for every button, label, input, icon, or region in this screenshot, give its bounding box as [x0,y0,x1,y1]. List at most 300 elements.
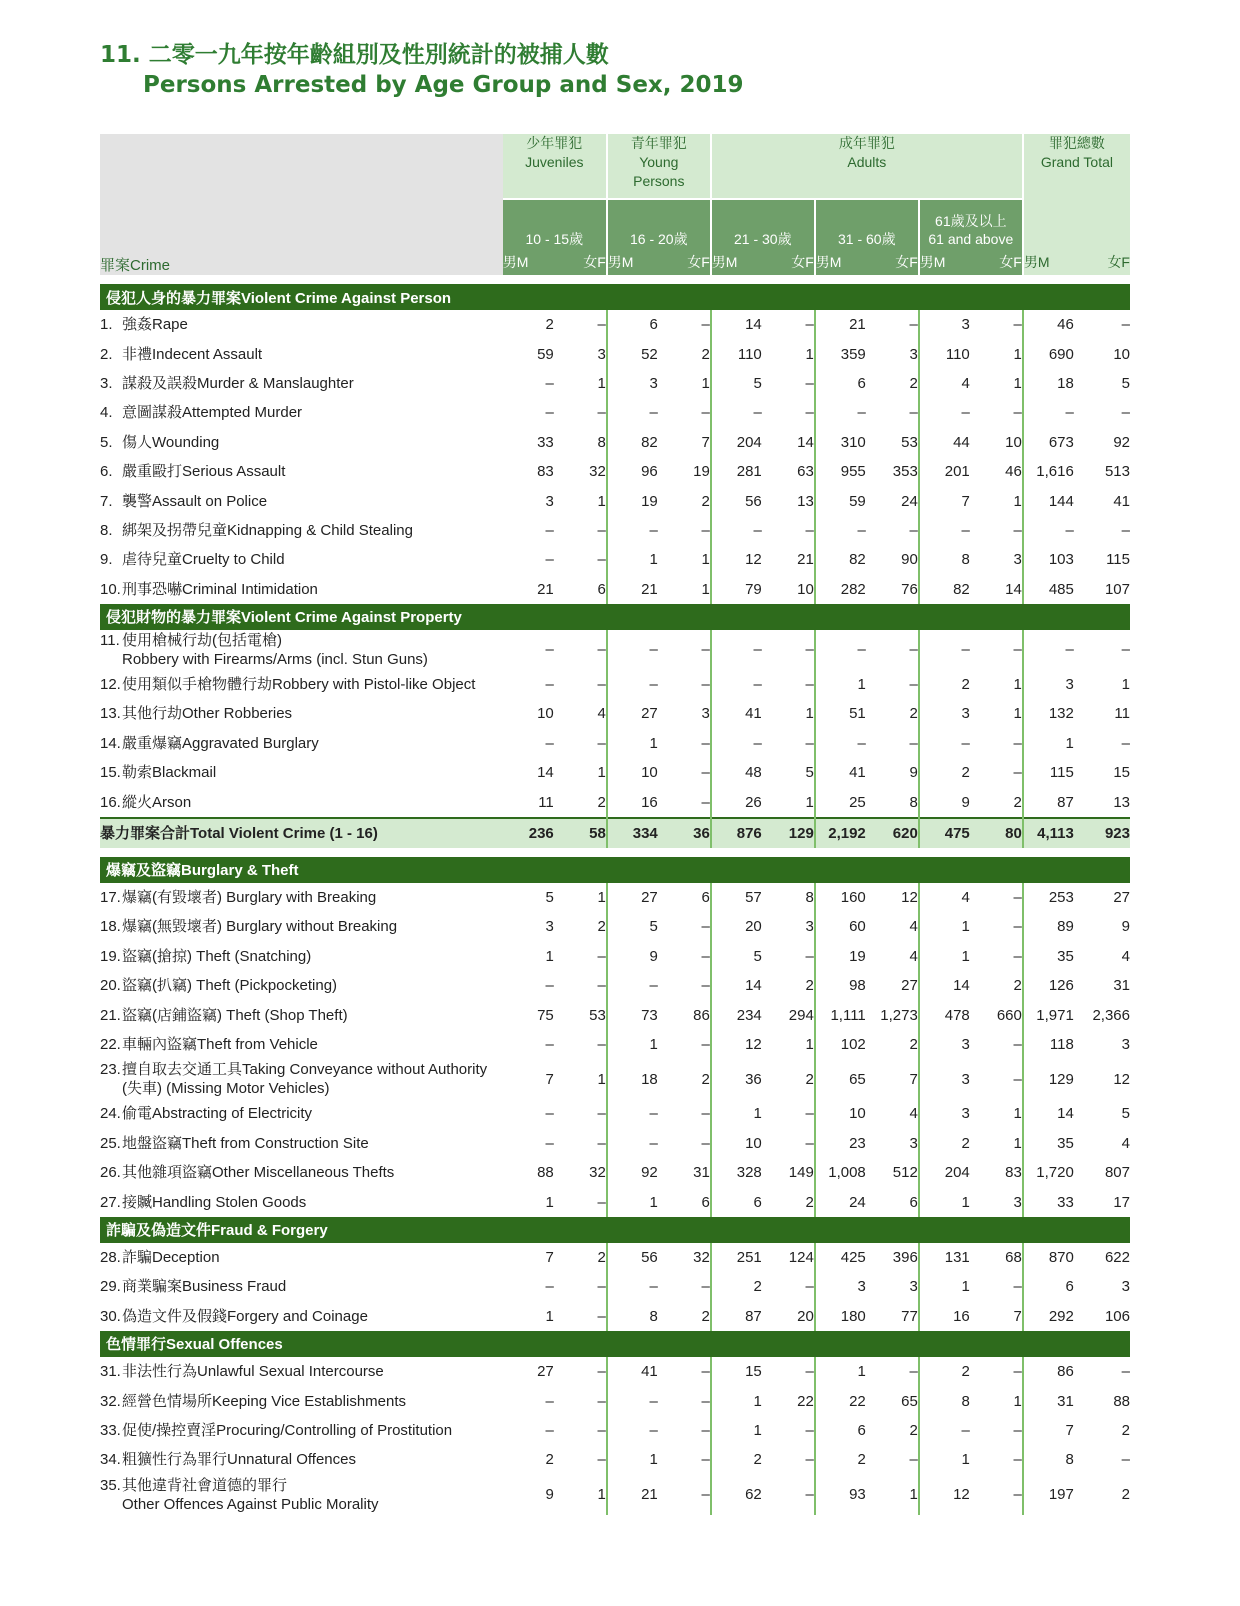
age-16-20-header: 16 - 20歲 [607,199,711,248]
crime-name: 盜竊(扒竊) Theft (Pickpocketing) [122,977,338,995]
value-cell: 110 [737,345,762,363]
value-cell: 41 [641,1363,658,1381]
value-cell: 86 [1057,1363,1074,1381]
value-cell: – [554,942,607,971]
value-cell: – [554,1187,607,1216]
table-row [100,630,1130,670]
crime-name: 非法性行為Unlawful Sexual Intercourse [122,1363,384,1381]
crime-label [100,1416,503,1445]
value-cell: 14 [745,977,762,995]
value-cell: 131 [944,1248,970,1266]
male-header: 男M [711,248,762,275]
value-cell: 3 [970,545,1023,574]
value-cell: 180 [840,1307,866,1325]
value-cell: 9 [1121,918,1130,936]
value-cell: – [762,1129,815,1158]
value-cell: 1 [970,369,1023,398]
table-row [100,1099,1130,1128]
value-cell: – [1121,1451,1130,1469]
value-cell: – [649,521,658,539]
value-cell: 31 [1057,1392,1074,1410]
value-cell: 4 [961,374,970,392]
value-cell: 22 [762,1386,815,1415]
value-cell: – [545,1036,554,1053]
value-cell: – [1121,521,1130,539]
crime-label [100,630,503,670]
value-cell: 3 [545,918,554,936]
value-cell: 13 [762,486,815,515]
value-cell: 3 [961,316,970,334]
value-cell: 6 [554,575,607,604]
value-cell: 201 [944,463,970,481]
row-number: 8. [100,521,113,539]
value-cell: 82 [849,551,866,569]
value-cell: 3 [970,1187,1023,1216]
value-cell: 673 [1048,433,1074,451]
value-cell: 2 [762,1187,815,1216]
value-cell: 1 [554,758,607,787]
value-cell: 27 [1113,889,1130,907]
crime-label [100,787,503,817]
value-cell: – [554,1445,607,1474]
value-cell: 15 [1113,764,1130,782]
value-cell: 2 [961,1363,970,1381]
value-cell: 75 [537,1006,554,1024]
crime-name: 虐待兒童Cruelty to Child [122,551,285,569]
table-row [100,1302,1130,1331]
value-cell: 129 [762,818,815,848]
value-cell: 1 [658,369,711,398]
value-cell: 7 [545,1248,554,1266]
value-cell: – [961,641,970,659]
table-row [100,575,1130,604]
crime-column-header: 罪案Crime [100,134,503,275]
row-number: 21. [100,1006,121,1024]
value-cell: 2 [1121,1486,1130,1503]
value-cell: – [545,1105,554,1123]
title-zh: 11. 二零一九年按年齡組別及性別統計的被捕人數 [100,42,609,68]
crime-name: 詐騙Deception [122,1248,220,1266]
arrest-table [100,134,1130,1515]
value-cell: 3 [1065,676,1074,694]
value-cell: 87 [1057,793,1074,811]
value-cell: – [1065,404,1074,422]
crime-label [100,457,503,486]
value-cell: 1 [961,1193,970,1211]
value-cell: 115 [1049,764,1074,782]
value-cell: 8 [961,551,970,569]
value-cell: 2 [866,369,919,398]
crime-name: 其他行劫Other Robberies [122,705,293,723]
value-cell: – [866,516,919,545]
value-cell: – [658,1357,711,1386]
value-cell: – [658,942,711,971]
table-row [100,942,1130,971]
value-cell: 36 [745,1070,762,1088]
value-cell: 11 [1114,705,1130,723]
value-cell: 93 [849,1486,866,1503]
value-cell: 2 [1121,1421,1130,1439]
value-cell: 19 [849,947,866,965]
value-cell: 17 [1113,1193,1130,1211]
value-cell: 2,192 [815,818,866,848]
value-cell: 110 [945,345,970,363]
table-row [100,457,1130,486]
value-cell: 3 [866,1272,919,1301]
value-cell: 124 [762,1243,815,1272]
value-cell: 6 [1065,1278,1074,1296]
value-cell: – [658,1416,711,1445]
table-row [100,310,1130,339]
value-cell: 310 [840,433,866,451]
crime-name: 綁架及拐帶兒童Kidnapping & Child Stealing [122,521,413,539]
value-cell: 1 [970,486,1023,515]
value-cell: – [1121,316,1130,334]
crime-label [100,1386,503,1415]
row-number: 15. [100,764,121,782]
value-cell: 24 [849,1193,866,1211]
value-cell: 2 [658,486,711,515]
value-cell: 10 [1113,345,1130,363]
value-cell: 3 [554,339,607,368]
value-cell: 7 [961,492,970,510]
crime-label [100,398,503,427]
value-cell: 1 [961,1451,970,1469]
table-row [100,670,1130,699]
value-cell: – [762,1272,815,1301]
value-cell: 62 [745,1486,762,1503]
value-cell: 1 [961,1278,970,1296]
crime-name: 傷人Wounding [122,433,220,451]
value-cell: 1 [970,699,1023,728]
total-label: 暴力罪案合計Total Violent Crime (1 - 16) [100,818,503,848]
value-cell: 129 [1048,1070,1074,1088]
value-cell: – [961,521,970,539]
value-cell: 1,273 [866,1000,919,1029]
value-cell: 4 [961,889,970,907]
row-number: 1. [100,316,113,334]
crime-name: 勒索Blackmail [122,764,217,782]
value-cell: 24 [866,486,919,515]
value-cell: 23 [849,1134,866,1152]
value-cell: 14 [537,764,554,782]
table-row [100,1030,1130,1059]
row-number: 24. [100,1105,121,1123]
value-cell: 2 [961,764,970,782]
value-cell: – [857,521,866,539]
value-cell: 27 [866,971,919,1000]
male-header: 男M [503,248,554,275]
crime-name: 刑事恐嚇Criminal Intimidation [122,580,318,598]
value-cell: 6 [658,1187,711,1216]
value-cell: – [762,729,815,758]
table-row [100,758,1130,787]
value-cell: – [866,398,919,427]
value-cell: 3 [961,705,970,723]
value-cell: 5 [649,918,658,936]
value-cell: 234 [736,1006,762,1024]
value-cell: 59 [849,492,866,510]
value-cell: 83 [970,1158,1023,1187]
value-cell: 2 [866,1030,919,1059]
value-cell: 6 [753,1193,762,1211]
value-cell: 25 [849,793,866,811]
table-body [100,275,1130,1515]
value-cell: 126 [1048,977,1074,995]
female-header: 女F [762,248,815,275]
value-cell: 14 [970,575,1023,604]
value-cell: 1 [866,1475,919,1515]
table-row [100,1272,1130,1301]
age-10-15-header: 10 - 15歲 [503,199,607,248]
value-cell: 98 [849,977,866,995]
value-cell: 281 [736,463,762,481]
female-header: 女F [554,248,607,275]
crime-name: 爆竊(無毀壞者) Burglary without Breaking [122,918,398,936]
value-cell: – [970,516,1023,545]
value-cell: 334 [607,818,658,848]
value-cell: 620 [866,818,919,848]
value-cell: 9 [649,947,658,965]
value-cell: 478 [944,1006,970,1024]
value-cell: 425 [840,1248,866,1266]
crime-name: 非禮Indecent Assault [122,345,263,363]
value-cell: 12 [1113,1070,1130,1088]
section-title: 詐騙及偽造文件Fraud & Forgery [100,1217,1130,1243]
value-cell: – [970,398,1023,427]
crime-label [100,971,503,1000]
value-cell: – [658,1099,711,1128]
table-row [100,1000,1130,1029]
row-number: 27. [100,1193,121,1211]
value-cell: 2 [970,787,1023,817]
value-cell: 294 [762,1000,815,1029]
section-header [100,604,1130,630]
value-cell: 513 [1104,463,1130,481]
value-cell: 1 [649,551,658,569]
value-cell: – [762,1357,815,1386]
female-header: 女F [970,248,1023,275]
value-cell: – [554,1030,607,1059]
value-cell: – [1065,521,1074,539]
value-cell: 8 [649,1307,658,1325]
value-cell: 4 [1121,1134,1130,1152]
value-cell: 27 [537,1363,554,1381]
value-cell: 3 [658,699,711,728]
value-cell: 622 [1104,1248,1130,1266]
crime-name: 使用類似手槍物體行劫Robbery with Pistol-like Object [122,676,476,694]
value-cell: 5 [762,758,815,787]
crime-name: 爆竊(有毀壞者) Burglary with Breaking [122,889,377,907]
value-cell: – [857,641,866,659]
row-number: 9. [100,551,113,569]
value-cell: 149 [762,1158,815,1187]
value-cell: 1 [961,947,970,965]
value-cell: – [545,404,554,422]
value-cell: 79 [745,580,762,598]
crime-label [100,1475,503,1515]
crime-label [100,1187,503,1216]
value-cell: 9 [961,793,970,811]
value-cell: – [649,404,658,422]
value-cell: 16 [953,1307,970,1325]
value-cell: 21 [641,1486,658,1503]
value-cell: 115 [1106,551,1130,569]
value-cell: 12 [866,883,919,912]
value-cell: – [970,729,1023,758]
value-cell: 103 [1048,551,1074,569]
value-cell: 9 [866,758,919,787]
value-cell: – [554,545,607,574]
value-cell: 2 [554,1243,607,1272]
value-cell: 14 [745,316,762,334]
value-cell: 32 [658,1243,711,1272]
crime-name: 經營色情場所Keeping Vice Establishments [122,1392,407,1410]
value-cell: 2 [545,316,554,334]
value-cell: – [658,787,711,817]
value-cell: 7 [658,428,711,457]
value-cell: 204 [944,1164,970,1182]
value-cell: – [658,758,711,787]
value-cell: 53 [554,1000,607,1029]
value-cell: – [545,1392,554,1410]
row-number: 3. [100,374,113,392]
value-cell: – [658,729,711,758]
value-cell: 14 [1057,1105,1074,1123]
total-row [100,818,1130,848]
value-cell: 58 [554,818,607,848]
value-cell: 10 [537,705,554,723]
value-cell: 88 [1113,1392,1130,1410]
row-number: 6. [100,463,113,481]
crime-name: 促使/操控賣淫Procuring/Controlling of Prostitution [122,1421,453,1439]
value-cell: 292 [1048,1307,1074,1325]
value-cell: 1 [762,699,815,728]
value-cell: – [554,1099,607,1128]
value-cell: 14 [762,428,815,457]
crime-name: 偷電Abstracting of Electricity [122,1105,313,1123]
crime-name: 襲警Assault on Police [122,492,268,510]
value-cell: – [970,1357,1023,1386]
value-cell: – [649,676,658,694]
title-en: Persons Arrested by Age Group and Sex, 2019 [143,72,744,98]
row-number: 13. [100,705,121,723]
value-cell: 204 [736,433,762,451]
value-cell: – [762,942,815,971]
value-cell: – [762,516,815,545]
value-cell: 12 [745,551,762,569]
crime-label [100,1030,503,1059]
value-cell: 475 [919,818,970,848]
value-cell: 65 [866,1386,919,1415]
value-cell: – [970,758,1023,787]
value-cell: 14 [953,977,970,995]
crime-name: 車輛內盜竊Theft from Vehicle [122,1036,318,1053]
value-cell: – [649,1278,658,1296]
value-cell: 353 [866,457,919,486]
female-header: 女F [866,248,919,275]
value-cell: 1 [753,1392,762,1410]
table-row [100,1129,1130,1158]
value-cell: 41 [1113,492,1130,510]
value-cell: – [762,1445,815,1474]
value-cell: – [649,1421,658,1439]
value-cell: 3 [961,1070,970,1088]
crime-label [100,670,503,699]
value-cell: 2 [866,1416,919,1445]
value-cell: 87 [745,1307,762,1325]
value-cell: 1 [762,339,815,368]
value-cell: 1,008 [828,1164,866,1182]
value-cell: 8 [1065,1451,1074,1469]
value-cell: 32 [554,457,607,486]
crime-name: 意圖謀殺Attempted Murder [122,404,303,422]
value-cell: 870 [1048,1248,1074,1266]
value-cell: 6 [658,883,711,912]
crime-label [100,428,503,457]
value-cell: – [961,1421,970,1439]
value-cell: 1 [857,676,866,694]
value-cell: 20 [762,1302,815,1331]
value-cell: 21 [641,580,658,598]
value-cell: 10 [745,1134,762,1152]
value-cell: 22 [849,1392,866,1410]
value-cell: 236 [503,818,554,848]
value-cell: 88 [537,1164,554,1182]
row-number: 12. [100,676,121,694]
value-cell: 90 [866,545,919,574]
value-cell: – [649,1392,658,1410]
crime-name-line2: Robbery with Firearms/Arms (incl. Stun Guns) [122,650,428,668]
row-number: 19. [100,947,121,965]
value-cell: 59 [537,345,554,363]
value-cell: 5 [1121,374,1130,392]
value-cell: – [970,912,1023,941]
section-header [100,857,1130,883]
male-header: 男M [1023,248,1074,275]
value-cell: 485 [1048,580,1074,598]
value-cell: 4 [1121,947,1130,965]
value-cell: 1 [649,734,658,752]
value-cell: 1 [658,545,711,574]
value-cell: 328 [736,1164,762,1182]
value-cell: 955 [840,463,866,481]
value-cell: 3 [866,1129,919,1158]
row-number: 10. [100,580,121,598]
crime-label [100,942,503,971]
juveniles-header: 少年罪犯 Juveniles [503,134,607,199]
value-cell: 3 [866,339,919,368]
value-cell: 2 [866,699,919,728]
section-title: 色情罪行Sexual Offences [100,1331,1130,1357]
value-cell: – [545,551,554,569]
row-number: 16. [100,793,121,811]
crime-label [100,1272,503,1301]
value-cell: 5 [545,889,554,907]
value-cell: – [961,404,970,422]
value-cell: – [970,1445,1023,1474]
value-cell: 1 [961,918,970,936]
value-cell: 1 [554,486,607,515]
value-cell: – [658,912,711,941]
young-persons-header: 青年罪犯 Young Persons [607,134,711,199]
crime-name-line2: (失車) (Missing Motor Vehicles) [122,1080,330,1098]
value-cell: 92 [641,1164,658,1182]
row-number: 11. [100,631,120,649]
value-cell: 197 [1048,1486,1074,1503]
value-cell: 2 [545,1451,554,1469]
value-cell: 51 [849,705,866,723]
